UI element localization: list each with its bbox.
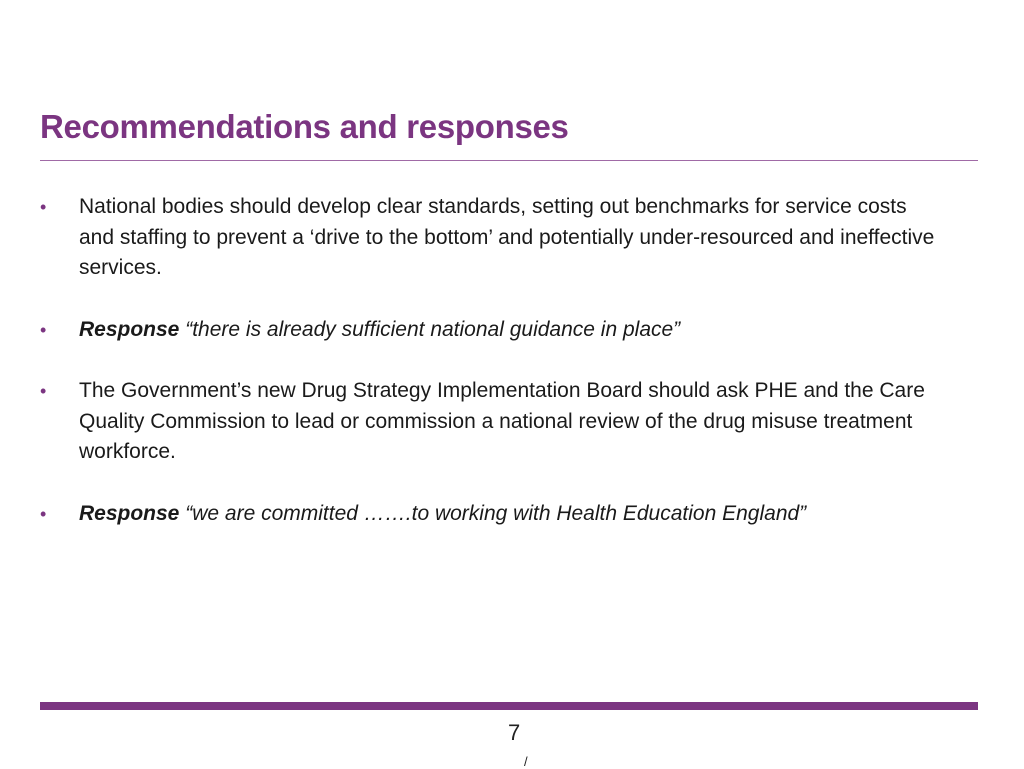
bullet-item-response-1 — [40, 315, 940, 346]
bullet-item-recommendation-1 — [40, 192, 940, 284]
response-quote: “we are committed …….to working with Health Education England” — [185, 501, 807, 525]
bullet-item-response-2 — [40, 499, 940, 530]
response-quote: “there is already sufficient national guidance in place” — [185, 317, 681, 341]
slide-title: Recommendations and responses — [40, 108, 569, 145]
bullet-text: The Government’s new Drug Strategy Implementation Board should ask PHE and the Care Quality Commission to lead or commission a national review of the drug misuse treatment workforce. — [79, 379, 925, 463]
response-label: Response — [79, 501, 180, 525]
page-number-suffix: / — [524, 754, 528, 769]
page-number: 7 — [508, 720, 521, 745]
footer-bar — [40, 702, 978, 710]
bullet-text: National bodies should develop clear standards, setting out benchmarks for service costs and staffing to prevent a ‘drive to the bottom’ and potentially under-resourced and ineffective services. — [79, 195, 935, 279]
bullet-marker: • — [40, 503, 47, 524]
bullet-marker: • — [40, 319, 47, 340]
title-divider — [40, 160, 978, 161]
bullet-item-recommendation-2 — [40, 376, 940, 468]
bullet-marker: • — [40, 197, 47, 217]
bullet-marker: • — [40, 381, 47, 401]
bullet-list — [40, 192, 940, 560]
response-label: Response — [79, 317, 180, 341]
